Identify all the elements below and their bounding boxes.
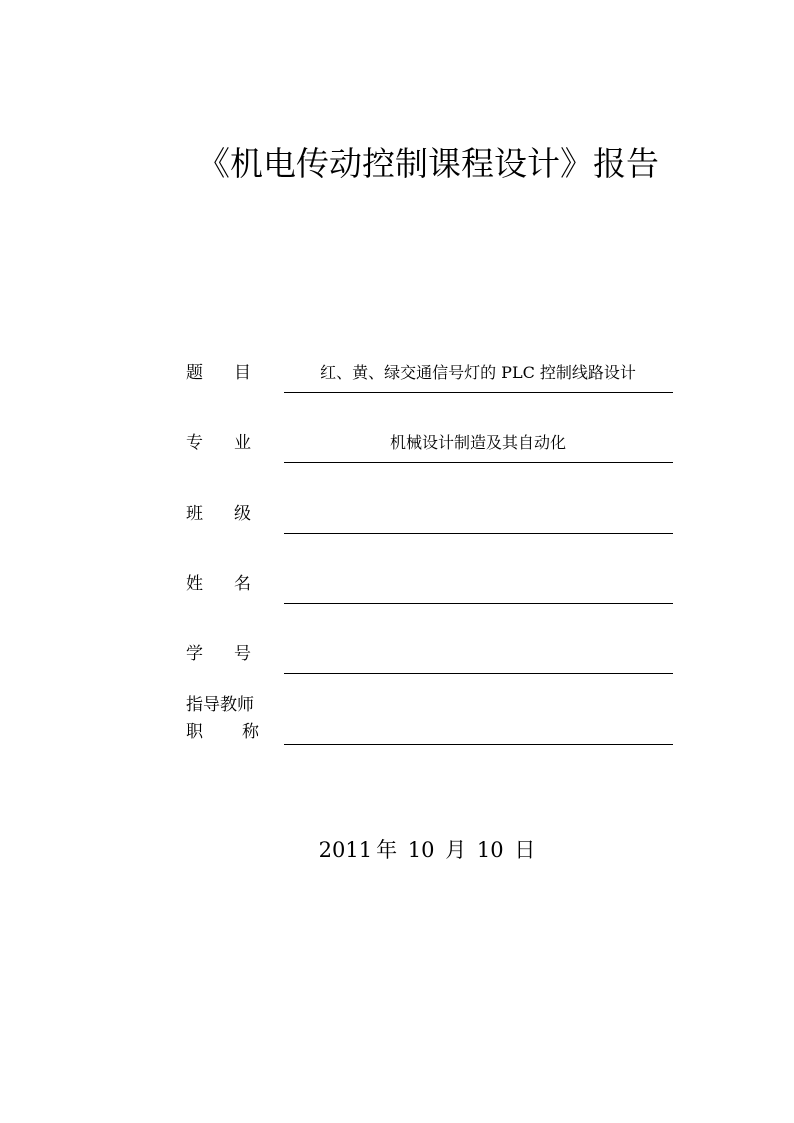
report-date xyxy=(0,836,794,864)
topic-label-char-1: 题 xyxy=(186,363,203,383)
name-underline xyxy=(284,603,673,604)
date-month: 10 xyxy=(407,838,435,862)
advisor-label-line-2 xyxy=(186,719,266,746)
name-label-char-1: 姓 xyxy=(186,574,203,594)
advisor-label-line-1: 指导教师 xyxy=(186,695,254,715)
report-title: 《机电传动控制课程设计》报告 xyxy=(197,144,659,183)
student-id-label-char-1: 学 xyxy=(186,644,203,664)
topic-value: 红、黄、绿交通信号灯的 PLC 控制线路设计 xyxy=(320,363,636,382)
class-underline xyxy=(284,533,673,534)
advisor-underline xyxy=(284,744,673,745)
date-month-unit: 月 xyxy=(445,838,467,862)
major-value: 机械设计制造及其自动化 xyxy=(389,433,566,452)
major-underline xyxy=(284,462,673,463)
topic-label-char-2: 目 xyxy=(234,363,251,383)
date-day-unit: 日 xyxy=(514,838,536,862)
major-label-char-1: 专 xyxy=(186,433,203,453)
major-label xyxy=(186,432,251,454)
name-label xyxy=(186,573,251,595)
major-label-char-2: 业 xyxy=(234,433,251,453)
class-label xyxy=(186,503,251,525)
student-id-label xyxy=(186,643,251,665)
topic-label xyxy=(186,362,251,384)
topic-underline xyxy=(284,392,673,393)
advisor-label-line-2-char-2: 称 xyxy=(242,722,259,742)
class-label-char-1: 班 xyxy=(186,504,203,524)
student-id-underline xyxy=(284,673,673,674)
student-id-label-char-2: 号 xyxy=(234,644,251,664)
advisor-label-line-2-char-1: 职 xyxy=(186,722,203,742)
date-year: 2011 xyxy=(318,838,373,862)
date-year-unit: 年 xyxy=(376,838,398,862)
date-day: 10 xyxy=(476,838,504,862)
name-label-char-2: 名 xyxy=(234,574,251,594)
class-label-char-2: 级 xyxy=(234,504,251,524)
advisor-label xyxy=(186,692,266,746)
